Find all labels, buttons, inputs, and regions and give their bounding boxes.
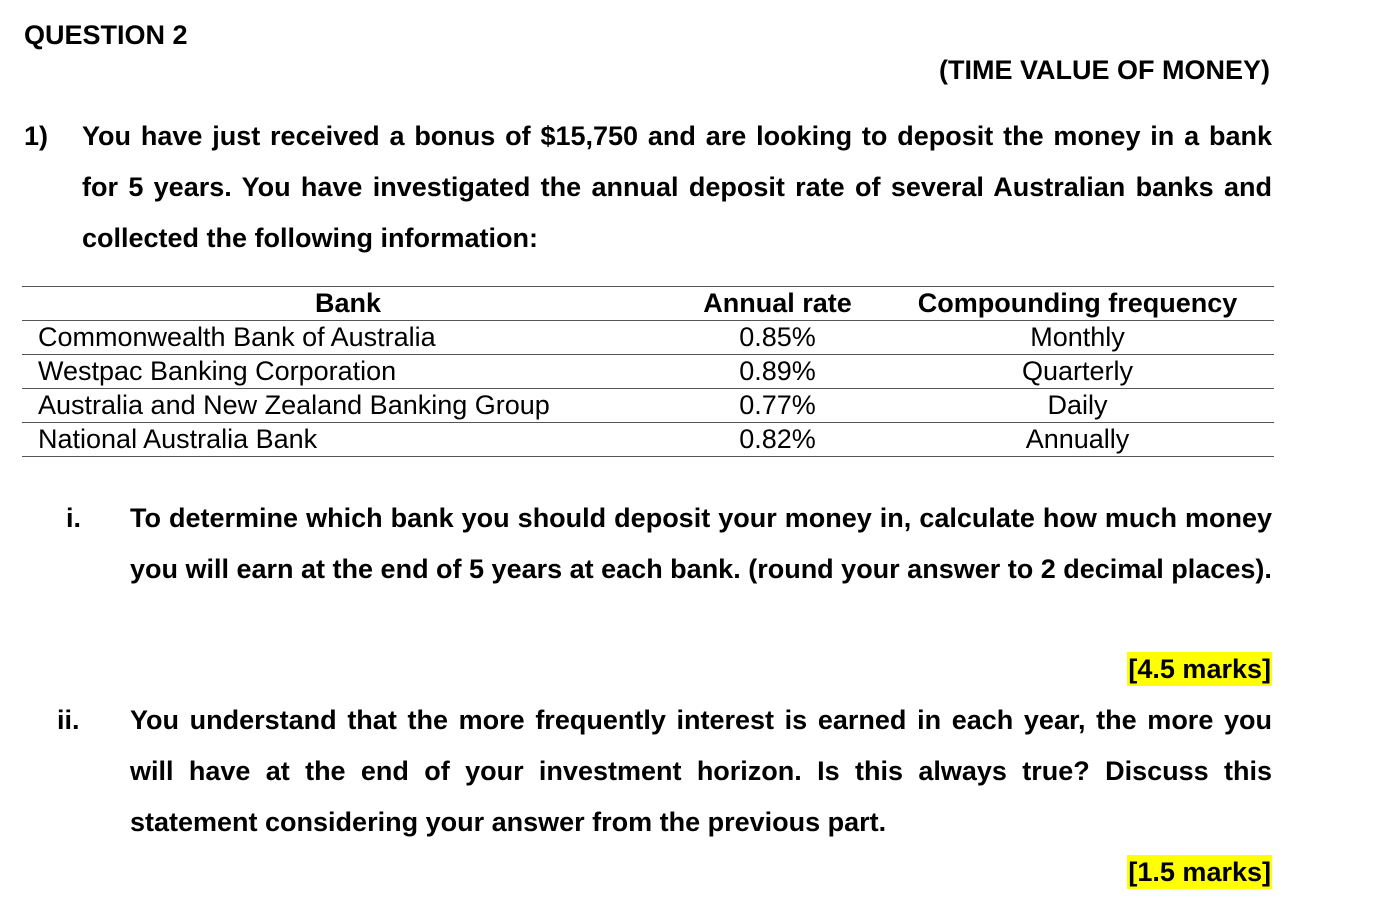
sub-question-text-ii: You understand that the more frequently interest is earned in each year, the more you will have at the end of your investment horizon. Is this always true? Discuss this statement considering your answer from the previous part. [130, 705, 1272, 837]
table-header-row [22, 287, 1274, 321]
annual-rate: 0.77% [674, 389, 881, 423]
compounding-frequency: Daily [881, 389, 1274, 423]
compounding-frequency: Monthly [881, 321, 1274, 355]
header-bank: Bank [22, 287, 674, 321]
table-row [22, 355, 1274, 389]
sub-question-text-i: To determine which bank you should deposit your money in, calculate how much money you will earn at the end of 5 years at each bank. (round your answer to 2 decimal places). [130, 503, 1272, 584]
annual-rate: 0.89% [674, 355, 881, 389]
sub-question-label-i: i. [66, 503, 82, 533]
bank-name: Australia and New Zealand Banking Group [22, 389, 674, 423]
header-annual-rate: Annual rate [674, 287, 881, 321]
bank-name: Commonwealth Bank of Australia [22, 321, 674, 355]
header-compounding-frequency: Compounding frequency [881, 287, 1274, 321]
question-heading: QUESTION 2 [24, 20, 188, 50]
marks-badge-i: [4.5 marks] [1128, 654, 1271, 684]
table-row [22, 389, 1274, 423]
question-number: 1) [24, 121, 49, 151]
sub-question-label-ii: ii. [57, 705, 80, 735]
question-text: You have just received a bonus of $15,750 and are looking to deposit the money in a bank for 5 years. You have investigated the annual deposit rate of several Australian banks and collected the following information: [82, 121, 1272, 253]
topic-heading: (TIME VALUE OF MONEY) [939, 55, 1270, 85]
table-row [22, 423, 1274, 457]
compounding-frequency: Annually [881, 423, 1274, 457]
annual-rate: 0.85% [674, 321, 881, 355]
bank-name: National Australia Bank [22, 423, 674, 457]
marks-badge-ii: [1.5 marks] [1128, 857, 1271, 887]
compounding-frequency: Quarterly [881, 355, 1274, 389]
annual-rate: 0.82% [674, 423, 881, 457]
bank-rates-table [22, 286, 1274, 457]
table-row [22, 321, 1274, 355]
bank-name: Westpac Banking Corporation [22, 355, 674, 389]
